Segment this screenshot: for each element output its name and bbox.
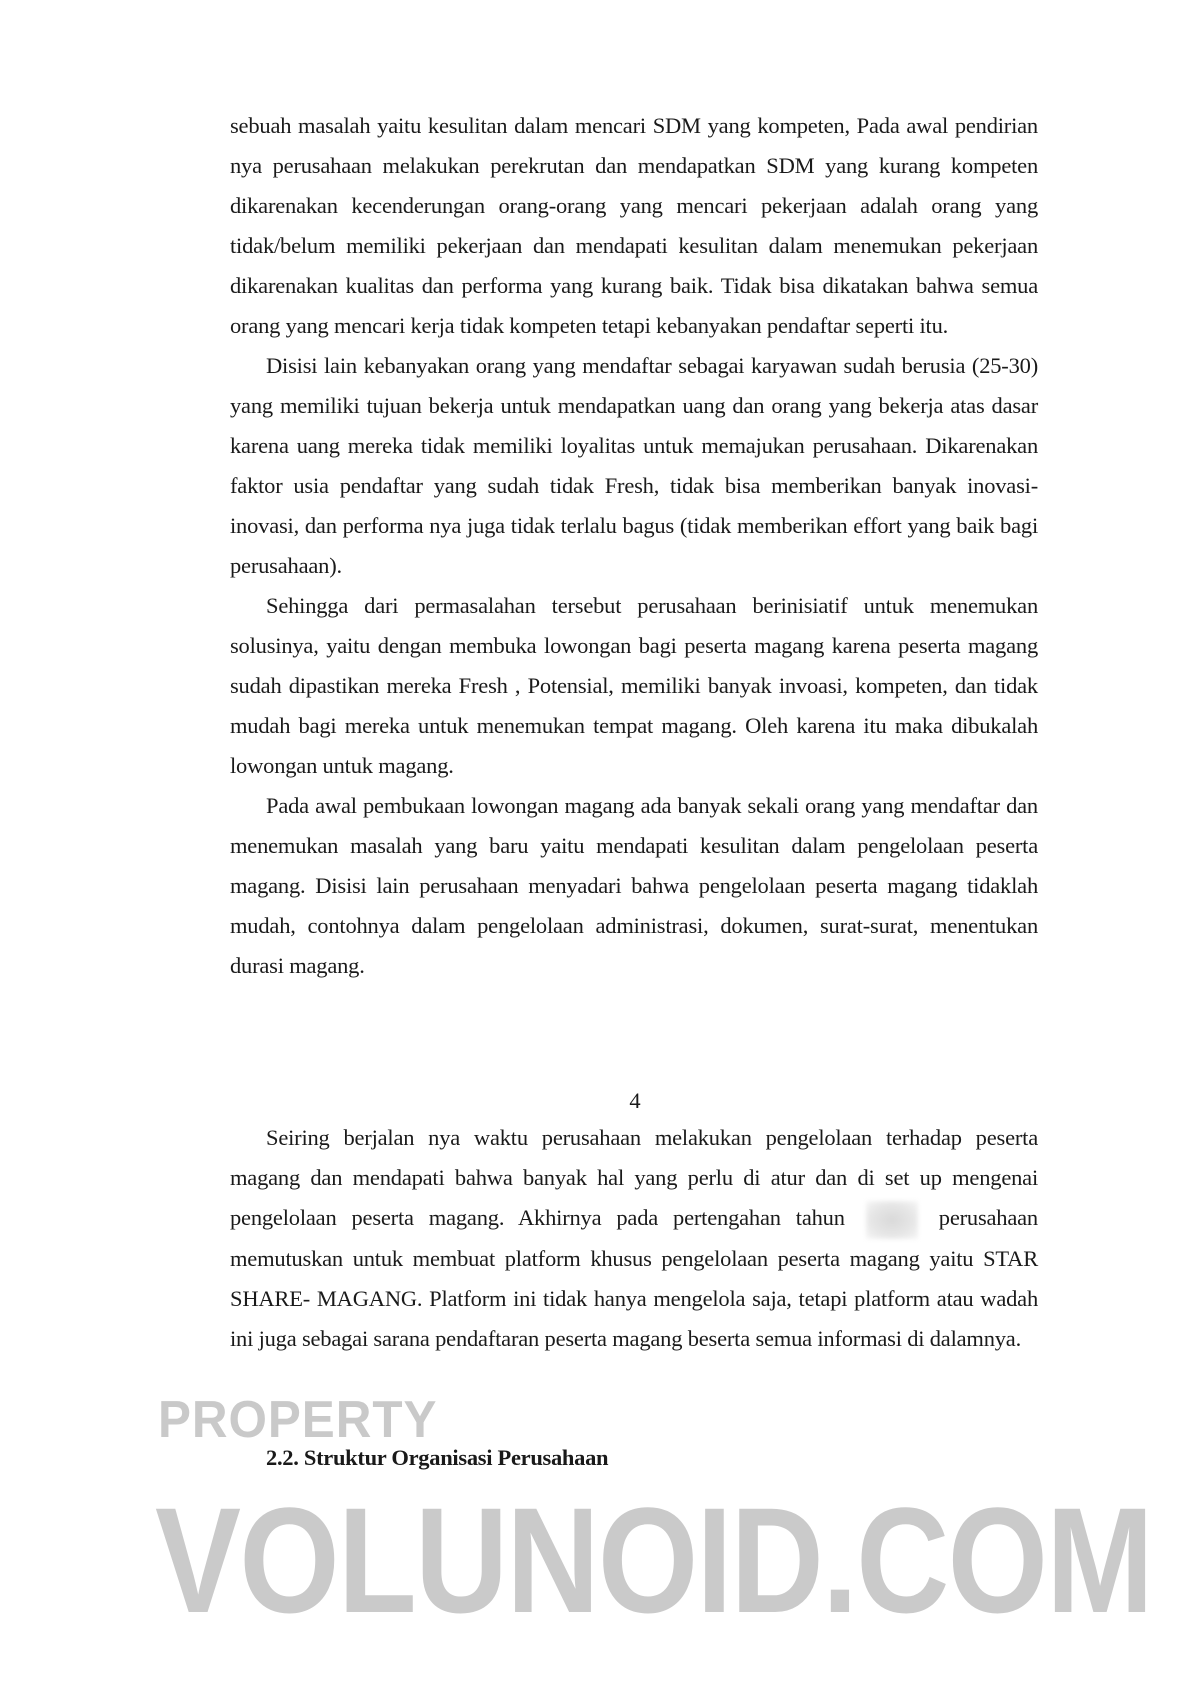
paragraph-text-after-redaction: perusahaan memutuskan untuk membuat platform khusus pengelolaan peserta magang yaitu STAR SHARE- MAGANG. Platform ini tidak hanya mengelola saja, tetapi platform atau wadah ini juga sebagai sarana pendaftaran peserta magang beserta semua informasi di dalamnya.: [230, 1205, 1038, 1351]
section-heading: 2.2. Struktur Organisasi Perusahaan: [266, 1445, 609, 1470]
body-text-block-2: [230, 1118, 1038, 1359]
paragraph-age-of-applicants: Disisi lain kebanyakan orang yang mendaftar sebagai karyawan sudah berusia (25-30) yang memiliki tujuan bekerja untuk mendapatkan uang dan orang yang bekerja atas dasar karena uang mereka tidak memiliki loyalitas untuk memajukan perusahaan. Dikarenakan faktor usia pendaftar yang sudah tidak Fresh, tidak bisa memberikan banyak inovasi-inovasi, dan performa nya juga tidak terlalu bagus (tidak memberikan effort yang baik bagi perusahaan).: [230, 353, 1038, 578]
watermark-site: VOLUNOID.COM: [155, 1476, 1153, 1644]
paragraph-intern-management-problem: Pada awal pembukaan lowongan magang ada banyak sekali orang yang mendaftar dan menemukan masalah yang baru yaitu mendapati kesulitan dalam pengelolaan peserta magang. Disisi lain perusahaan menyadari bahwa pengelolaan peserta magang tidaklah mudah, contohnya dalam pengelolaan administrasi, dokumen, surat-surat, menentukan durasi magang.: [230, 793, 1038, 978]
watermark-property: PROPERTY: [158, 1391, 438, 1449]
paragraph-platform-creation: [230, 1118, 1038, 1359]
redacted-year: [866, 1201, 918, 1239]
body-text-block-1: [230, 106, 1038, 986]
page-number: 4: [629, 1088, 641, 1113]
paragraph-text-before-redaction: Seiring berjalan nya waktu perusahaan melakukan pengelolaan terhadap peserta magang dan mendapati bahwa banyak hal yang perlu di atur dan di set up mengenai pengelolaan peserta magang. Akhirnya pada pertengahan tahun: [230, 1125, 1038, 1230]
paragraph-internship-solution: Sehingga dari permasalahan tersebut perusahaan berinisiatif untuk menemukan solusinya, yaitu dengan membuka lowongan bagi peserta magang karena peserta magang sudah dipastikan mereka Fresh , Potensial, memiliki banyak invoasi, kompeten, dan tidak mudah bagi mereka untuk menemukan tempat magang. Oleh karena itu maka dibukalah lowongan untuk magang.: [230, 593, 1038, 778]
paragraph-continuation: sebuah masalah yaitu kesulitan dalam mencari SDM yang kompeten, Pada awal pendirian nya perusahaan melakukan perekrutan dan mendapatkan SDM yang kurang kompeten dikarenakan kecenderungan orang-orang yang mencari pekerjaan adalah orang yang tidak/belum memiliki pekerjaan dan mendapati kesulitan dalam menemukan pekerjaan dikarenakan kualitas dan performa yang kurang baik. Tidak bisa dikatakan bahwa semua orang yang mencari kerja tidak kompeten tetapi kebanyakan pendaftar seperti itu.: [230, 113, 1038, 338]
